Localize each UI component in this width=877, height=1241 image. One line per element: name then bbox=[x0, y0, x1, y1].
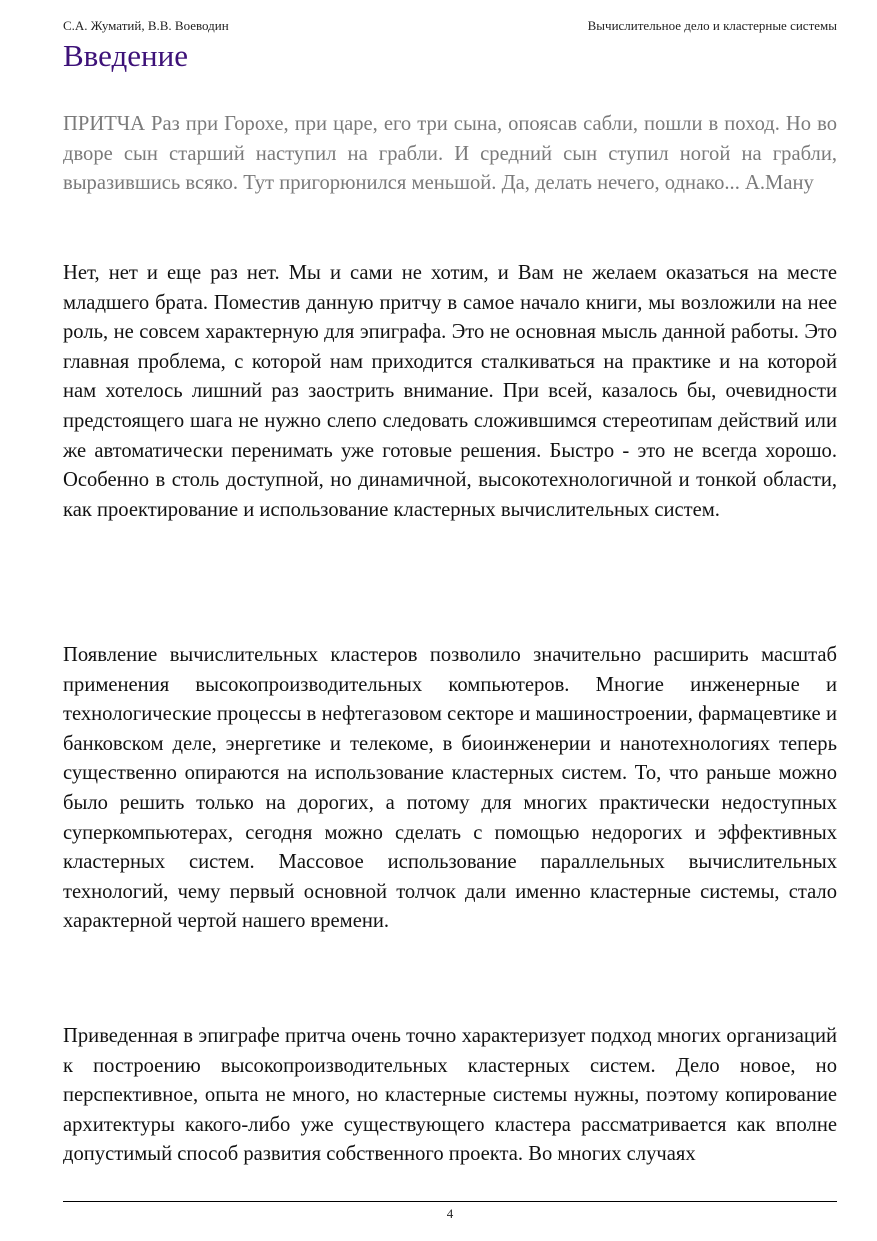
chapter-title: Введение bbox=[63, 38, 188, 73]
body-paragraph-3: Приведенная в эпиграфе притча очень точно характеризует подход многих организаций к построению высокопроизводительных кластерных систем. Дело новое, но перспективное, опыта не много, но кластерные системы нужны, поэтому копирование архитектуры какого-либо уже существующего кластера рассматривается как вполне допустимый способ развития собственного проекта. Во многих случаях bbox=[63, 1025, 837, 1166]
footer-divider bbox=[63, 1201, 837, 1202]
body-paragraph-2: Появление вычислительных кластеров позволило значительно расширить масштаб применения высокопроизводительных компьютеров. Многие инженерные и технологические процессы в нефтегазовом секторе и машиностроении, фармацевтике и банковском деле, энергетике и телекоме, в биоинженерии и нанотехнологиях теперь существенно опираются на использование кластерных систем. То, что раньше можно было решить только на дорогих, а потому для многих практически недоступных суперкомпьютерах, сегодня можно сделать с помощью недорогих и эффективных кластерных систем. Массовое использование параллельных вычислительных технологий, чему первый основной толчок дали именно кластерные системы, стало характерной чертой нашего времени. bbox=[63, 644, 837, 933]
body-paragraph-1: Нет, нет и еще раз нет. Мы и сами не хотим, и Вам не желаем оказаться на месте младшего брата. Поместив данную притчу в самое начало книги, мы возложили на нее роль, не совсем характерную для эпиграфа. Это не основная мысль данной работы. Это главная проблема, с которой нам приходится сталкиваться на практике и на которой нам хотелось лишний раз заострить внимание. При всей, казалось бы, очевидности предстоящего шага не нужно слепо следовать сложившимся стереотипам действий или же автоматически перенимать уже готовые решения. Быстро - это не всегда хорошо. Особенно в столь доступной, но динамичной, высокотехнологичной и тонкой области, как проектирование и использование кластерных вычислительных систем. bbox=[63, 262, 837, 521]
document-page bbox=[63, 0, 837, 1241]
running-header bbox=[63, 17, 837, 35]
header-authors: С.А. Жуматий, В.В. Воеводин bbox=[63, 18, 229, 33]
header-book-title: Вычислительное дело и кластерные системы bbox=[587, 18, 837, 33]
epigraph: ПРИТЧА Раз при Горохе, при царе, его три сына, опоясав сабли, пошли в поход. Но во дворе сын старший наступил на грабли. И средний сын ступил ногой на грабли, выразившись всяко. Тут пригорюнился меньшой. Да, делать нечего, однако... А.Ману bbox=[63, 113, 837, 195]
page-number: 4 bbox=[446, 1206, 454, 1221]
